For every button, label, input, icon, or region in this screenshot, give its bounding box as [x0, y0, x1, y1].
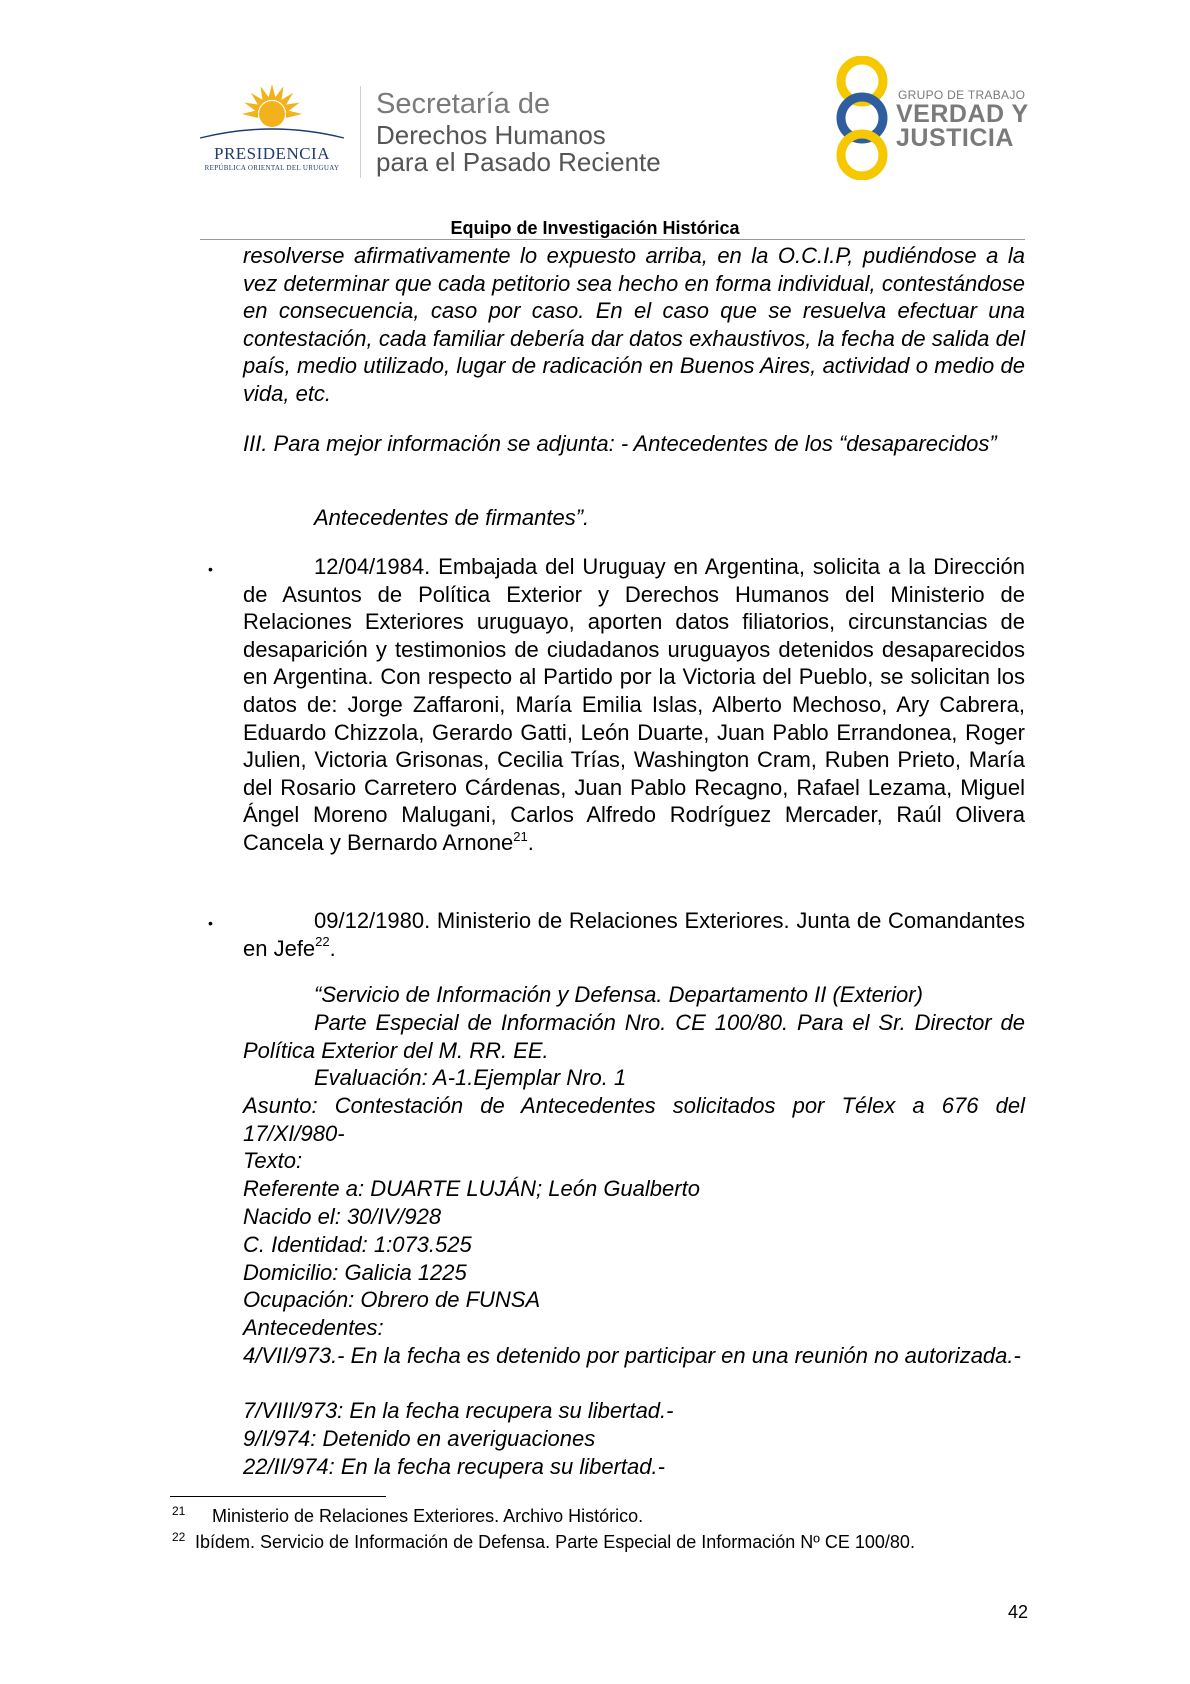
presidencia-name: PRESIDENCIA	[213, 144, 330, 163]
bullet2-paragraph	[243, 907, 1025, 962]
footnote-21-number: 21	[172, 1504, 186, 1518]
bullet1-text: 12/04/1984. Embajada del Uruguay en Argentina, solicita a la Dirección de Asuntos de Política Exterior y Derechos Humanos del Ministerio de Relaciones Exteriores uruguayo, aporten datos filiatorios, circunstancias de desaparición y testimonios de ciudadanos uruguayos detenidos desaparecidos en Argentina. Con respecto al Partido por la Victoria del Pueblo, se solicitan los datos de: Jorge Zaffaroni, María Emilia Islas, Alberto Mechoso, Ary Cabrera, Eduardo Chizzola, Gerardo Gatti, León Duarte, Juan Pablo Errandonea, Roger Julien, Victoria Grisonas, Cecilia Trías, Washington Cram, Ruben Prieto, María del Rosario Carretero Cárdenas, Juan Pablo Recagno, Rafael Lezama, Miguel Ángel Moreno Malugani, Carlos Alfredo Rodríguez Mercader, Raúl Olivera Cancela y Bernardo Arnone	[243, 554, 1025, 855]
bullet2-text: 09/12/1980. Ministerio de Relaciones Exteriores. Junta de Comandantes en Jefe	[243, 908, 1025, 961]
quote-referente: Referente a: DUARTE LUJÁN; León Gualberto	[243, 1176, 700, 1201]
logo-divider	[360, 86, 361, 178]
grupo-trabajo-label: GRUPO DE TRABAJO	[898, 88, 1026, 102]
footnote-ref-21[interactable]: 21	[513, 828, 528, 844]
quote-texto: Texto:	[243, 1148, 303, 1173]
team-title: Equipo de Investigación Histórica	[450, 218, 740, 238]
quote-line-servicio: “Servicio de Información y Defensa. Departamento II (Exterior)	[314, 982, 923, 1007]
quote-parte-especial: Parte Especial de Información Nro. CE 100/80. Para el Sr. Director de Política Exterior del M. RR. EE.	[243, 1010, 1025, 1063]
secretaria-line2: Derechos Humanos	[376, 120, 606, 150]
secretaria-line1: Secretaría de	[376, 88, 551, 120]
footnote-22-number: 22	[172, 1530, 186, 1544]
justicia-label: JUSTICIA	[896, 124, 1014, 152]
bullet2-end: .	[329, 935, 336, 961]
secretaria-line3: para el Pasado Reciente	[376, 147, 661, 177]
footnote-22-text: Ibídem. Servicio de Información de Defensa. Parte Especial de Información Nº CE 100/80.	[195, 1532, 915, 1552]
verdad-justicia-rings-logo	[822, 56, 902, 180]
quote-libertad-2: 22/II/974: En la fecha recupera su libertad.-	[243, 1454, 665, 1479]
quote-domicilio: Domicilio: Galicia 1225	[243, 1260, 467, 1285]
bullet1-paragraph	[243, 553, 1025, 857]
page-number: 42	[1008, 1602, 1029, 1622]
quote-antecedentes: Antecedentes:	[243, 1315, 384, 1340]
footnote-rule	[170, 1496, 386, 1497]
quote-evaluacion: Evaluación: A-1.Ejemplar Nro. 1	[314, 1065, 627, 1090]
verdad-label: VERDAD Y	[896, 100, 1029, 128]
bullet1-end: .	[527, 829, 534, 855]
bullet-1: •	[208, 561, 213, 577]
quote-libertad-1: 7/VIII/973: En la fecha recupera su libertad.-	[243, 1398, 674, 1423]
footnote-21-text: Ministerio de Relaciones Exteriores. Archivo Histórico.	[212, 1506, 644, 1526]
presidencia-subtitle: REPÚBLICA ORIENTAL DEL URUGUAY	[204, 164, 340, 172]
header-rule	[200, 239, 1025, 240]
paragraph-ocip: resolverse afirmativamente lo expuesto arriba, en la O.C.I.P, pudiéndose a la vez determinar que cada petitorio sea hecho en forma individual, contestándose en consecuencia, caso por caso. En el caso que se resuelva efectuar una contestación, cada familiar debería dar datos exhaustivos, la fecha de salida del país, medio utilizado, lugar de radicación en Buenos Aires, actividad o medio de vida, etc.	[243, 243, 1025, 406]
quote-detenido-reunion: 4/VII/973.- En la fecha es detenido por participar en una reunión no autorizada.-	[243, 1343, 1021, 1368]
bullet-2: •	[208, 915, 213, 931]
quote-averiguaciones: 9/I/974: Detenido en averiguaciones	[243, 1426, 596, 1451]
quote-ocupacion: Ocupación: Obrero de FUNSA	[243, 1287, 541, 1312]
sun-icon	[242, 84, 302, 127]
quote-nacido: Nacido el: 30/IV/928	[243, 1204, 442, 1229]
paragraph-adjunta: III. Para mejor información se adjunta: - Antecedentes de los “desaparecidos”	[243, 431, 997, 456]
paragraph-firmantes: Antecedentes de firmantes”.	[314, 505, 590, 530]
footnote-ref-22[interactable]: 22	[315, 934, 330, 950]
quote-asunto: Asunto: Contestación de Antecedentes solicitados por Télex a 676 del 17/XI/980-	[243, 1093, 1025, 1146]
quote-identidad: C. Identidad: 1:073.525	[243, 1232, 472, 1257]
